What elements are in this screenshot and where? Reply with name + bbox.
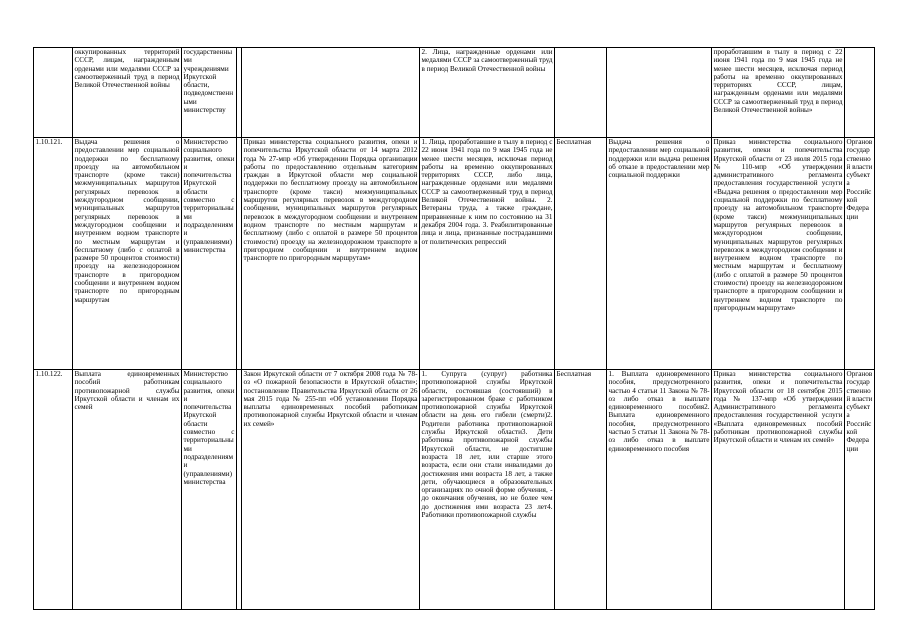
cell-result: Выдача решения о предоставлении мер социальной поддержки или выдача решения об отказе в предоставлении мер социальной поддержки — [607, 138, 712, 370]
cell-service-name: оккупированных территорий СССР, лицам, награжденным орденами или медалями СССР за самоотверженный труд в период Великой Отечественной войны — [73, 48, 182, 138]
table-row — [34, 138, 875, 370]
cell-level — [845, 48, 875, 138]
cell-cost — [555, 48, 607, 138]
cell-provider: Министерство социального развития, опеки и попечительства Иркутской области совместно с территориальными подразделениями (управлениями) министерства — [182, 138, 237, 370]
cell-result: 1. Выплата единовременного пособия, предусмотренного частью 4 статьи 11 Закона № 78-оз либо отказ в выплате единовременного пособия2. Выплата единовременного пособия, предусмотренного частью 5 статьи 11 Закона № 78-оз либо отказ в выплате единовременного пособия — [607, 370, 712, 610]
cell-number: 1.10.121. — [34, 138, 73, 370]
cell-result — [607, 48, 712, 138]
cell-level: Органов государственной власти субъекта Российской Федерации — [845, 138, 875, 370]
table-row — [34, 370, 875, 610]
cell-service-name: Выплата единовременных пособий работникам противопожарной службы Иркутской области и членам их семей — [73, 370, 182, 610]
cell-level: Органов государственной власти субъекта Российской Федерации — [845, 370, 875, 610]
cell-recipients: 1. Лица, проработавшие в тылу в период с 22 июня 1941 года по 9 мая 1945 года не менее шести месяцев, исключая период работы на временно оккупированных территориях СССР, либо лица, награжденные орденами или медалями СССР за самоотверженный труд в период Великой Отечественной войны. 2. Ветераны труда, а также граждане, приравненные к ним по состоянию на 31 декабря 2004 года. 3. Реабилитированные лица и лица, признанные пострадавшими от политических репрессий — [420, 138, 555, 370]
cell-recipients: 1. Супруга (супруг) работника противопожарной службы Иркутской области, состоявшая (состоявший) в зарегистрированном браке с работником противопожарной службы Иркутской области на день его гибели (смерти)2. Родители работника противопожарной службы Иркутской области3. Дети работника противопожарной службы Иркутской области, не достигшие возраста 18 лет, или старше этого возраста, если они стали инвалидами до достижения ими возраста 18 лет, а также дети, обучающиеся в образовательных организациях по очной форме обучения, - до окончания обучения, но не более чем до достижения ими возраста 23 лет4. Работники противопожарной службы — [420, 370, 555, 610]
services-table — [33, 47, 875, 610]
cell-provider: Министерство социального развития, опеки и попечительства Иркутской области совместно с территориальными подразделениями (управлениями) министерства — [182, 370, 237, 610]
cell-provider: государственными учреждениями Иркутской области, подведомственными министерству — [182, 48, 237, 138]
cell-service-name: Выдача решения о предоставлении мер социальной поддержки по бесплатному проезду на автомобильном транспорте (кроме такси) межмуниципальных маршрутов регулярных перевозок в междугородном сообщении, муниципальных маршрутов регулярных перевозок в междугородном сообщении и внутреннем водном транспорте по местным маршрутам и бесплатному (либо с оплатой в размере 50 процентов стоимости) проезду на железнодорожном транспорте в пригородном сообщении и внутреннем водном транспорте по пригородным маршрутам — [73, 138, 182, 370]
cell-number: 1.10.122. — [34, 370, 73, 610]
cell-regulation: Приказ министерства социального развития, опеки и попечительства Иркутской области от 23 июля 2015 года № 110-мпр «Об утверждении административного регламента предоставления государственной услуги «Выдача решения о предоставлении мер социальной поддержки по бесплатному проезду на автомобильном транспорте (кроме такси) межмуниципальных маршрутов регулярных перевозок в междугородном сообщении, муниципальных маршрутов регулярных перевозок в междугородном сообщении и внутреннем водном транспорте по местным маршрутам и бесплатному (либо с оплатой в размере 50 процентов стоимости) проезду на железнодорожном транспорте в пригородном сообщении и внутреннем водном транспорте по пригородным маршрутам» — [712, 138, 845, 370]
cell-cost: Бесплатная — [555, 138, 607, 370]
cell-number — [34, 48, 73, 138]
table-row — [34, 48, 875, 138]
cell-regulation: Приказ министерства социального развития, опеки и попечительства Иркутской области от 18 сентября 2015 года № 137-мпр «Об утверждении Административного регламента предоставления государственной услуги «Выплата единовременных пособий работникам противопожарной службы Иркутской области и членам их семей» — [712, 370, 845, 610]
cell-cost: Бесплатная — [555, 370, 607, 610]
cell-legal-basis — [242, 48, 420, 138]
cell-legal-basis: Закон Иркутской области от 7 октября 2008 года № 78-оз «О пожарной безопасности в Иркутской области»; постановление Правительства Иркутской области от 26 мая 2015 года № 255-пп «Об установлении Порядка выплаты единовременных пособий работникам противопожарной службы Иркутской области и членам их семей» — [242, 370, 420, 610]
cell-recipients: 2. Лица, награжденные орденами или медалями СССР за самоотверженный труд в период Великой Отечественной войны — [420, 48, 555, 138]
cell-legal-basis: Приказ министерства социального развития, опеки и попечительства Иркутской области от 14 марта 2012 года № 27-мпр «Об утверждении Порядка организации работы по предоставлению отдельным категориям граждан в Иркутской области мер социальной поддержки по бесплатному проезду на автомобильном транспорте (кроме такси) межмуниципальных маршрутов регулярных перевозок в междугородном сообщении, муниципальных маршрутов регулярных перевозок в междугородном сообщении и внутреннем водном транспорте по местным маршрутам и бесплатному (либо с оплатой в размере 50 процентов стоимости) проезду на железнодорожном транспорте в пригородном сообщении и внутреннем водном транспорте по пригородным маршрутам» — [242, 138, 420, 370]
cell-regulation: проработавшим в тылу в период с 22 июня 1941 года по 9 мая 1945 года не менее шести месяцев, исключая период работы на временно оккупированных территориях СССР, лицам, награжденным орденами или медалями СССР за самоотверженный труд в период Великой Отечественной войны» — [712, 48, 845, 138]
